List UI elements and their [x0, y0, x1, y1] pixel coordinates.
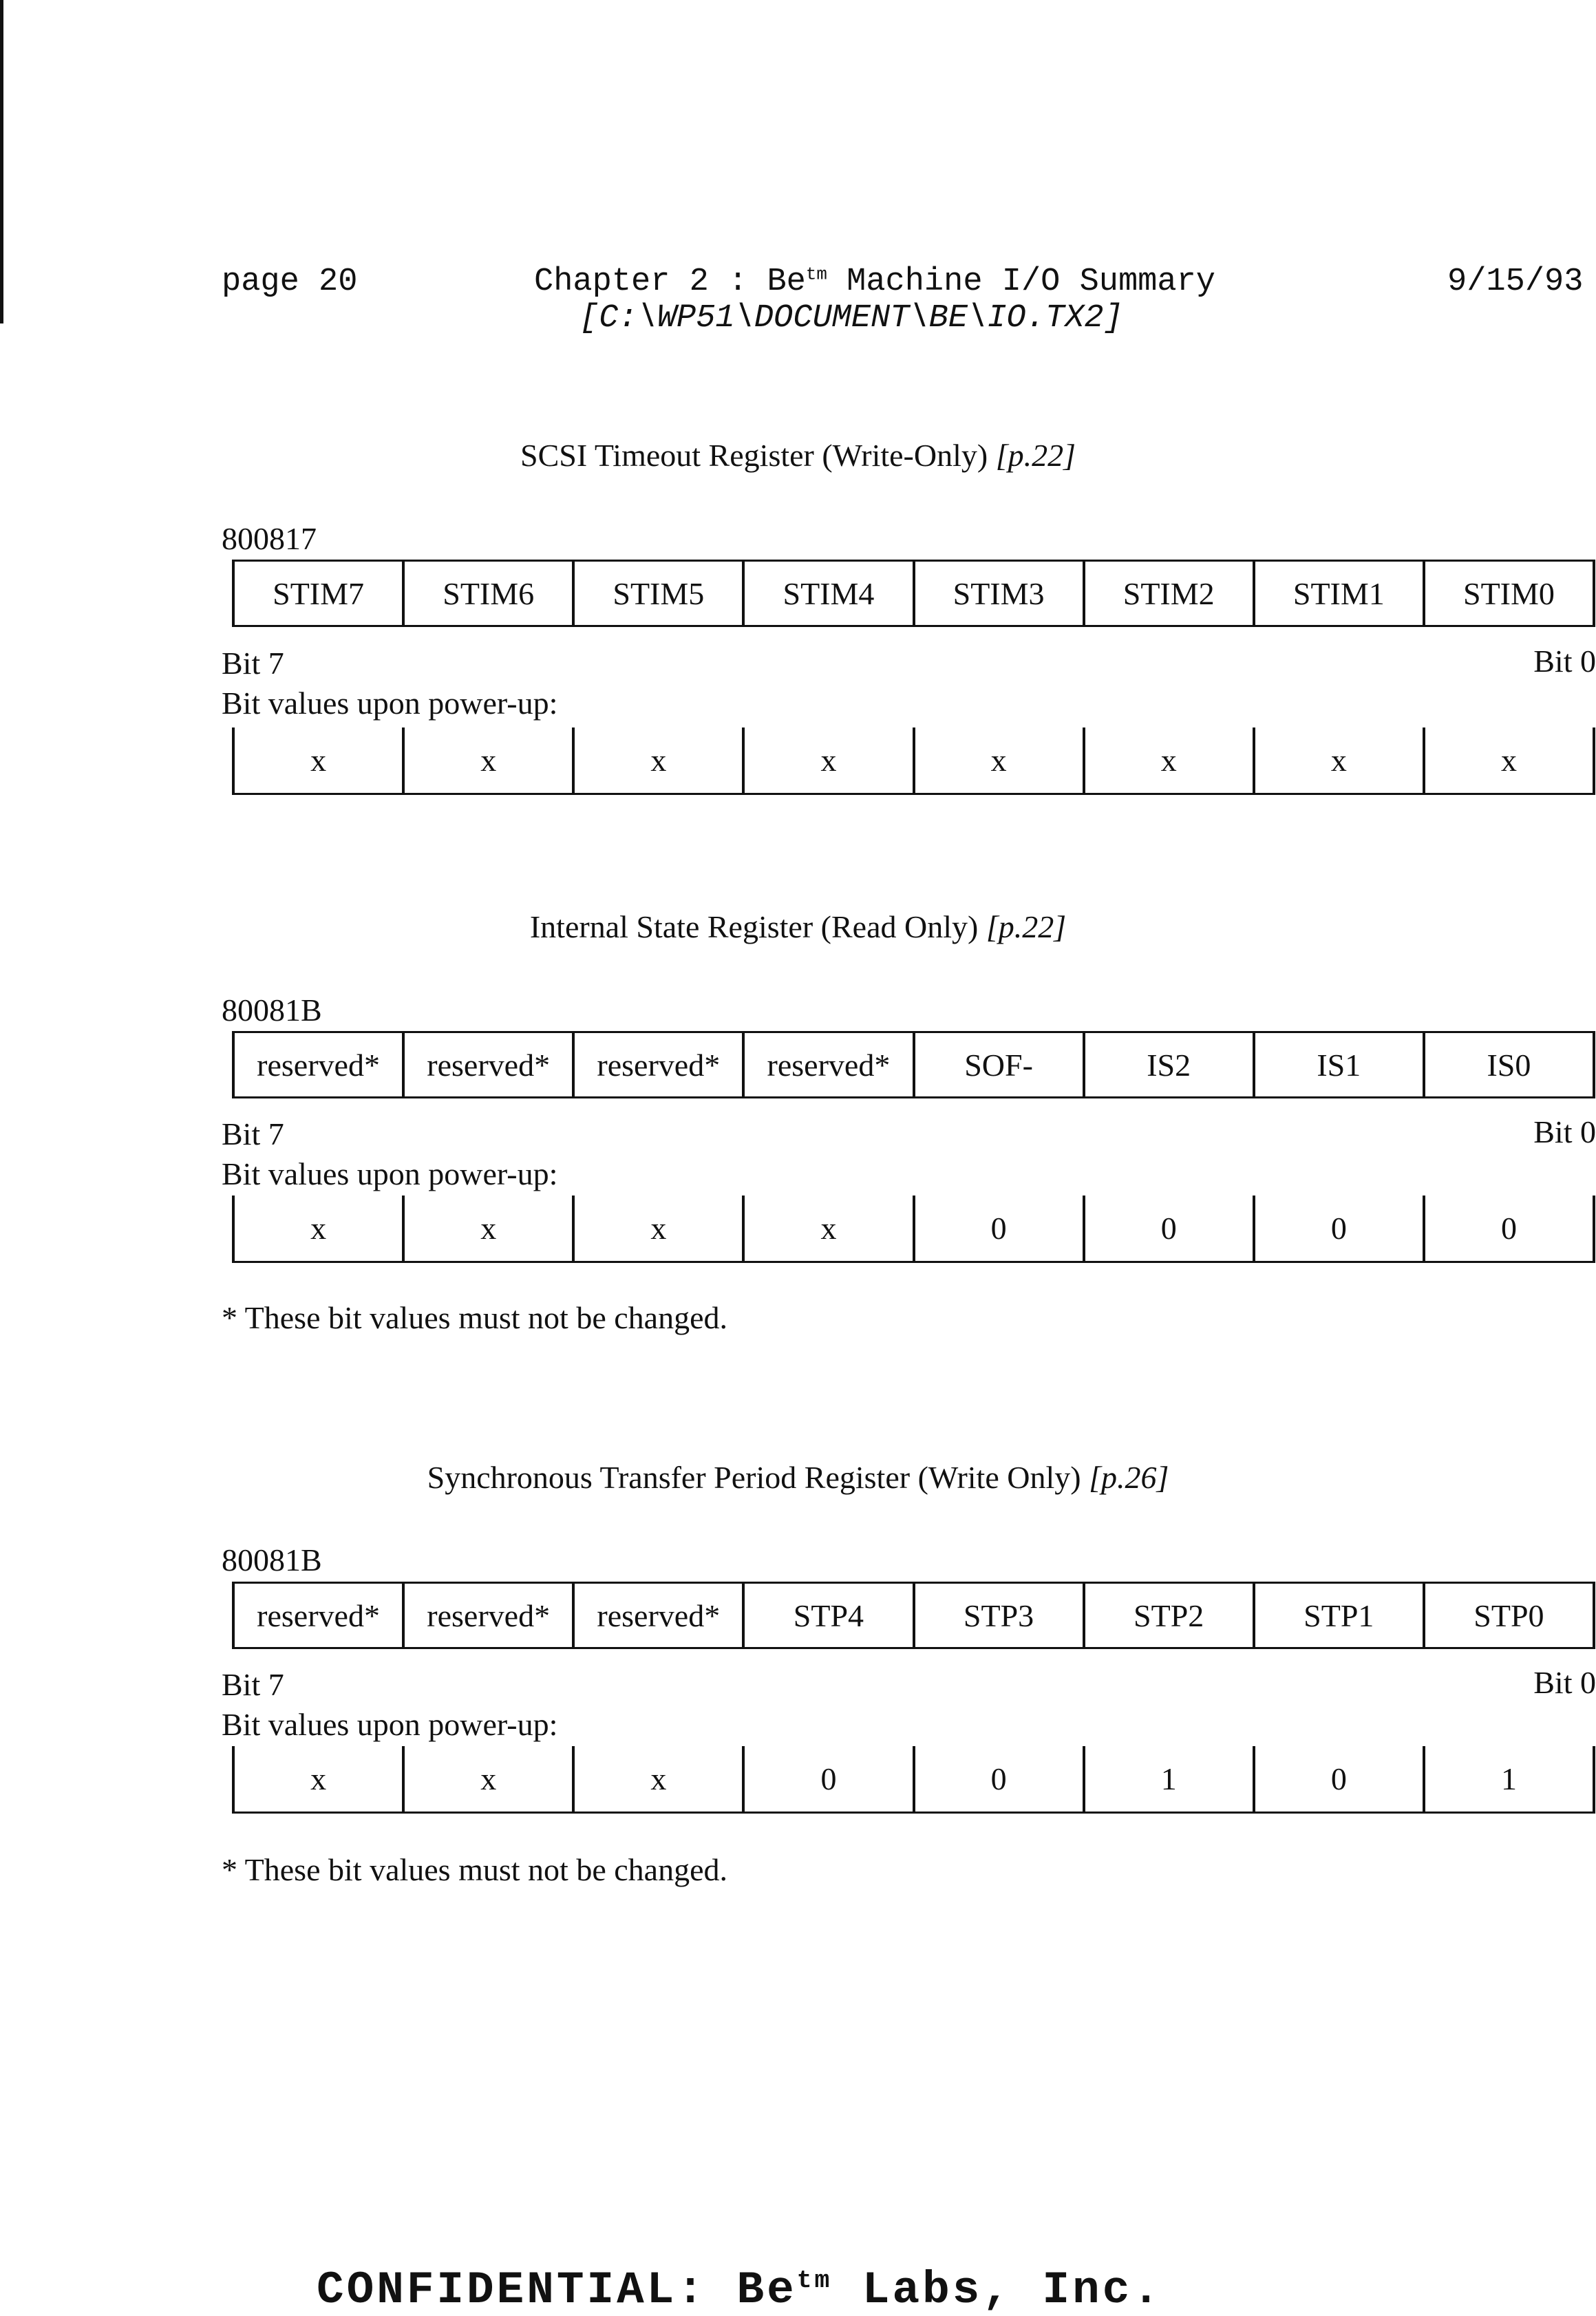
bit-name-cell: reserved* — [235, 1584, 405, 1647]
register-name: Internal State Register (Read Only) — [529, 909, 979, 944]
powerup-value-cell: x — [1425, 727, 1595, 793]
bit-name-cell: STP4 — [745, 1584, 915, 1647]
powerup-value-cell: 0 — [915, 1746, 1085, 1812]
page-reference: [p.26] — [1089, 1460, 1169, 1495]
powerup-value-cell: x — [915, 727, 1085, 793]
confidential-footer — [317, 2264, 1162, 2316]
register-title — [0, 437, 1596, 474]
powerup-value-cell: 1 — [1085, 1746, 1255, 1812]
bit-name-cell: SOF- — [915, 1033, 1085, 1096]
bit-name-cell: reserved* — [405, 1033, 575, 1096]
powerup-value-cell: 0 — [1255, 1746, 1425, 1812]
register-name: SCSI Timeout Register (Write-Only) — [520, 438, 988, 473]
bit-name-cell: STIM3 — [915, 562, 1085, 625]
file-path: [C:\WP51\DOCUMENT\BE\IO.TX2] — [579, 300, 1123, 337]
bit-high-label: Bit 7 — [222, 1667, 284, 1702]
footnote: * These bit values must not be changed. — [222, 1852, 727, 1887]
powerup-label: Bit values upon power-up: — [222, 1156, 558, 1191]
register-address: 80081B — [222, 1542, 322, 1577]
bit-low-label: Bit 0 — [1533, 644, 1596, 679]
bit-low-label: Bit 0 — [1533, 1665, 1596, 1700]
bit-name-cell: STIM1 — [1255, 562, 1425, 625]
powerup-value-cell: x — [1085, 727, 1255, 793]
powerup-label: Bit values upon power-up: — [222, 686, 558, 721]
trademark-mark: tm — [796, 2266, 833, 2295]
chapter-title-prefix: Chapter 2 : Be — [534, 264, 806, 300]
powerup-value-cell: 0 — [1085, 1196, 1255, 1261]
bit-name-cell: STP1 — [1255, 1584, 1425, 1647]
bit-name-table — [232, 1582, 1595, 1649]
chapter-title-suffix: Machine I/O Summary — [827, 264, 1215, 300]
trademark-mark: tm — [805, 264, 827, 285]
bit-name-cell: reserved* — [235, 1033, 405, 1096]
bit-low-label: Bit 0 — [1533, 1114, 1596, 1149]
footnote: * These bit values must not be changed. — [222, 1300, 727, 1335]
bit-name-table — [232, 1031, 1595, 1098]
powerup-value-table — [232, 1746, 1595, 1814]
powerup-label: Bit values upon power-up: — [222, 1707, 558, 1742]
bit-name-cell: STIM4 — [745, 562, 915, 625]
bit-name-cell: IS1 — [1255, 1033, 1425, 1096]
powerup-value-cell: x — [1255, 727, 1425, 793]
powerup-value-cell: x — [235, 1196, 405, 1261]
powerup-value-cell: x — [575, 727, 745, 793]
register-address: 80081B — [222, 992, 322, 1028]
bit-name-cell: IS2 — [1085, 1033, 1255, 1096]
bit-name-cell: IS0 — [1487, 1047, 1531, 1083]
bit-name-cell: STIM2 — [1085, 562, 1255, 625]
bit-name-cell: STP3 — [915, 1584, 1085, 1647]
page-number: page 20 — [222, 264, 358, 300]
powerup-value-table — [232, 727, 1595, 795]
powerup-value-cell: 0 — [745, 1746, 915, 1812]
powerup-value-cell: x — [575, 1196, 745, 1261]
bit-high-label: Bit 7 — [222, 1116, 284, 1151]
powerup-value-cell: x — [405, 1746, 575, 1812]
powerup-value-cell: x — [235, 1746, 405, 1812]
powerup-value-cell: x — [575, 1746, 745, 1812]
bit-name-cell: STP0 — [1473, 1597, 1544, 1633]
powerup-value-cell: x — [235, 727, 405, 793]
bit-name-table — [232, 560, 1595, 627]
powerup-value-cell: 0 — [1255, 1196, 1425, 1261]
powerup-value-cell: x — [745, 727, 915, 793]
bit-name-cell: STIM0 — [1462, 575, 1555, 611]
powerup-value-cell: x — [745, 1196, 915, 1261]
page-reference: [p.22] — [986, 909, 1067, 944]
register-address: 800817 — [222, 521, 317, 556]
powerup-value-table — [232, 1196, 1595, 1263]
document-date: 9/15/93 — [1447, 264, 1584, 300]
bit-name-cell: reserved* — [575, 1033, 745, 1096]
powerup-value-cell: 0 — [1425, 1196, 1595, 1261]
bit-name-cell: STIM7 — [235, 562, 405, 625]
powerup-value-cell: 1 — [1425, 1746, 1595, 1812]
bit-name-cell: STIM5 — [575, 562, 745, 625]
powerup-value-cell: x — [405, 727, 575, 793]
powerup-value-cell: x — [405, 1196, 575, 1261]
footer-prefix: CONFIDENTIAL: Be — [317, 2264, 797, 2316]
register-title — [0, 909, 1596, 945]
register-title — [0, 1459, 1596, 1496]
page-reference: [p.22] — [995, 438, 1076, 473]
bit-name-cell: reserved* — [575, 1584, 745, 1647]
bit-name-cell: reserved* — [745, 1033, 915, 1096]
bit-name-cell: STP2 — [1085, 1584, 1255, 1647]
register-name: Synchronous Transfer Period Register (Write Only) — [427, 1460, 1081, 1495]
chapter-title — [534, 264, 1215, 300]
powerup-value-cell: 0 — [915, 1196, 1085, 1261]
bit-high-label: Bit 7 — [222, 646, 284, 681]
footer-suffix: Labs, Inc. — [832, 2264, 1162, 2316]
bit-name-cell: STIM6 — [405, 562, 575, 625]
margin-rule — [0, 0, 3, 323]
bit-name-cell: reserved* — [405, 1584, 575, 1647]
